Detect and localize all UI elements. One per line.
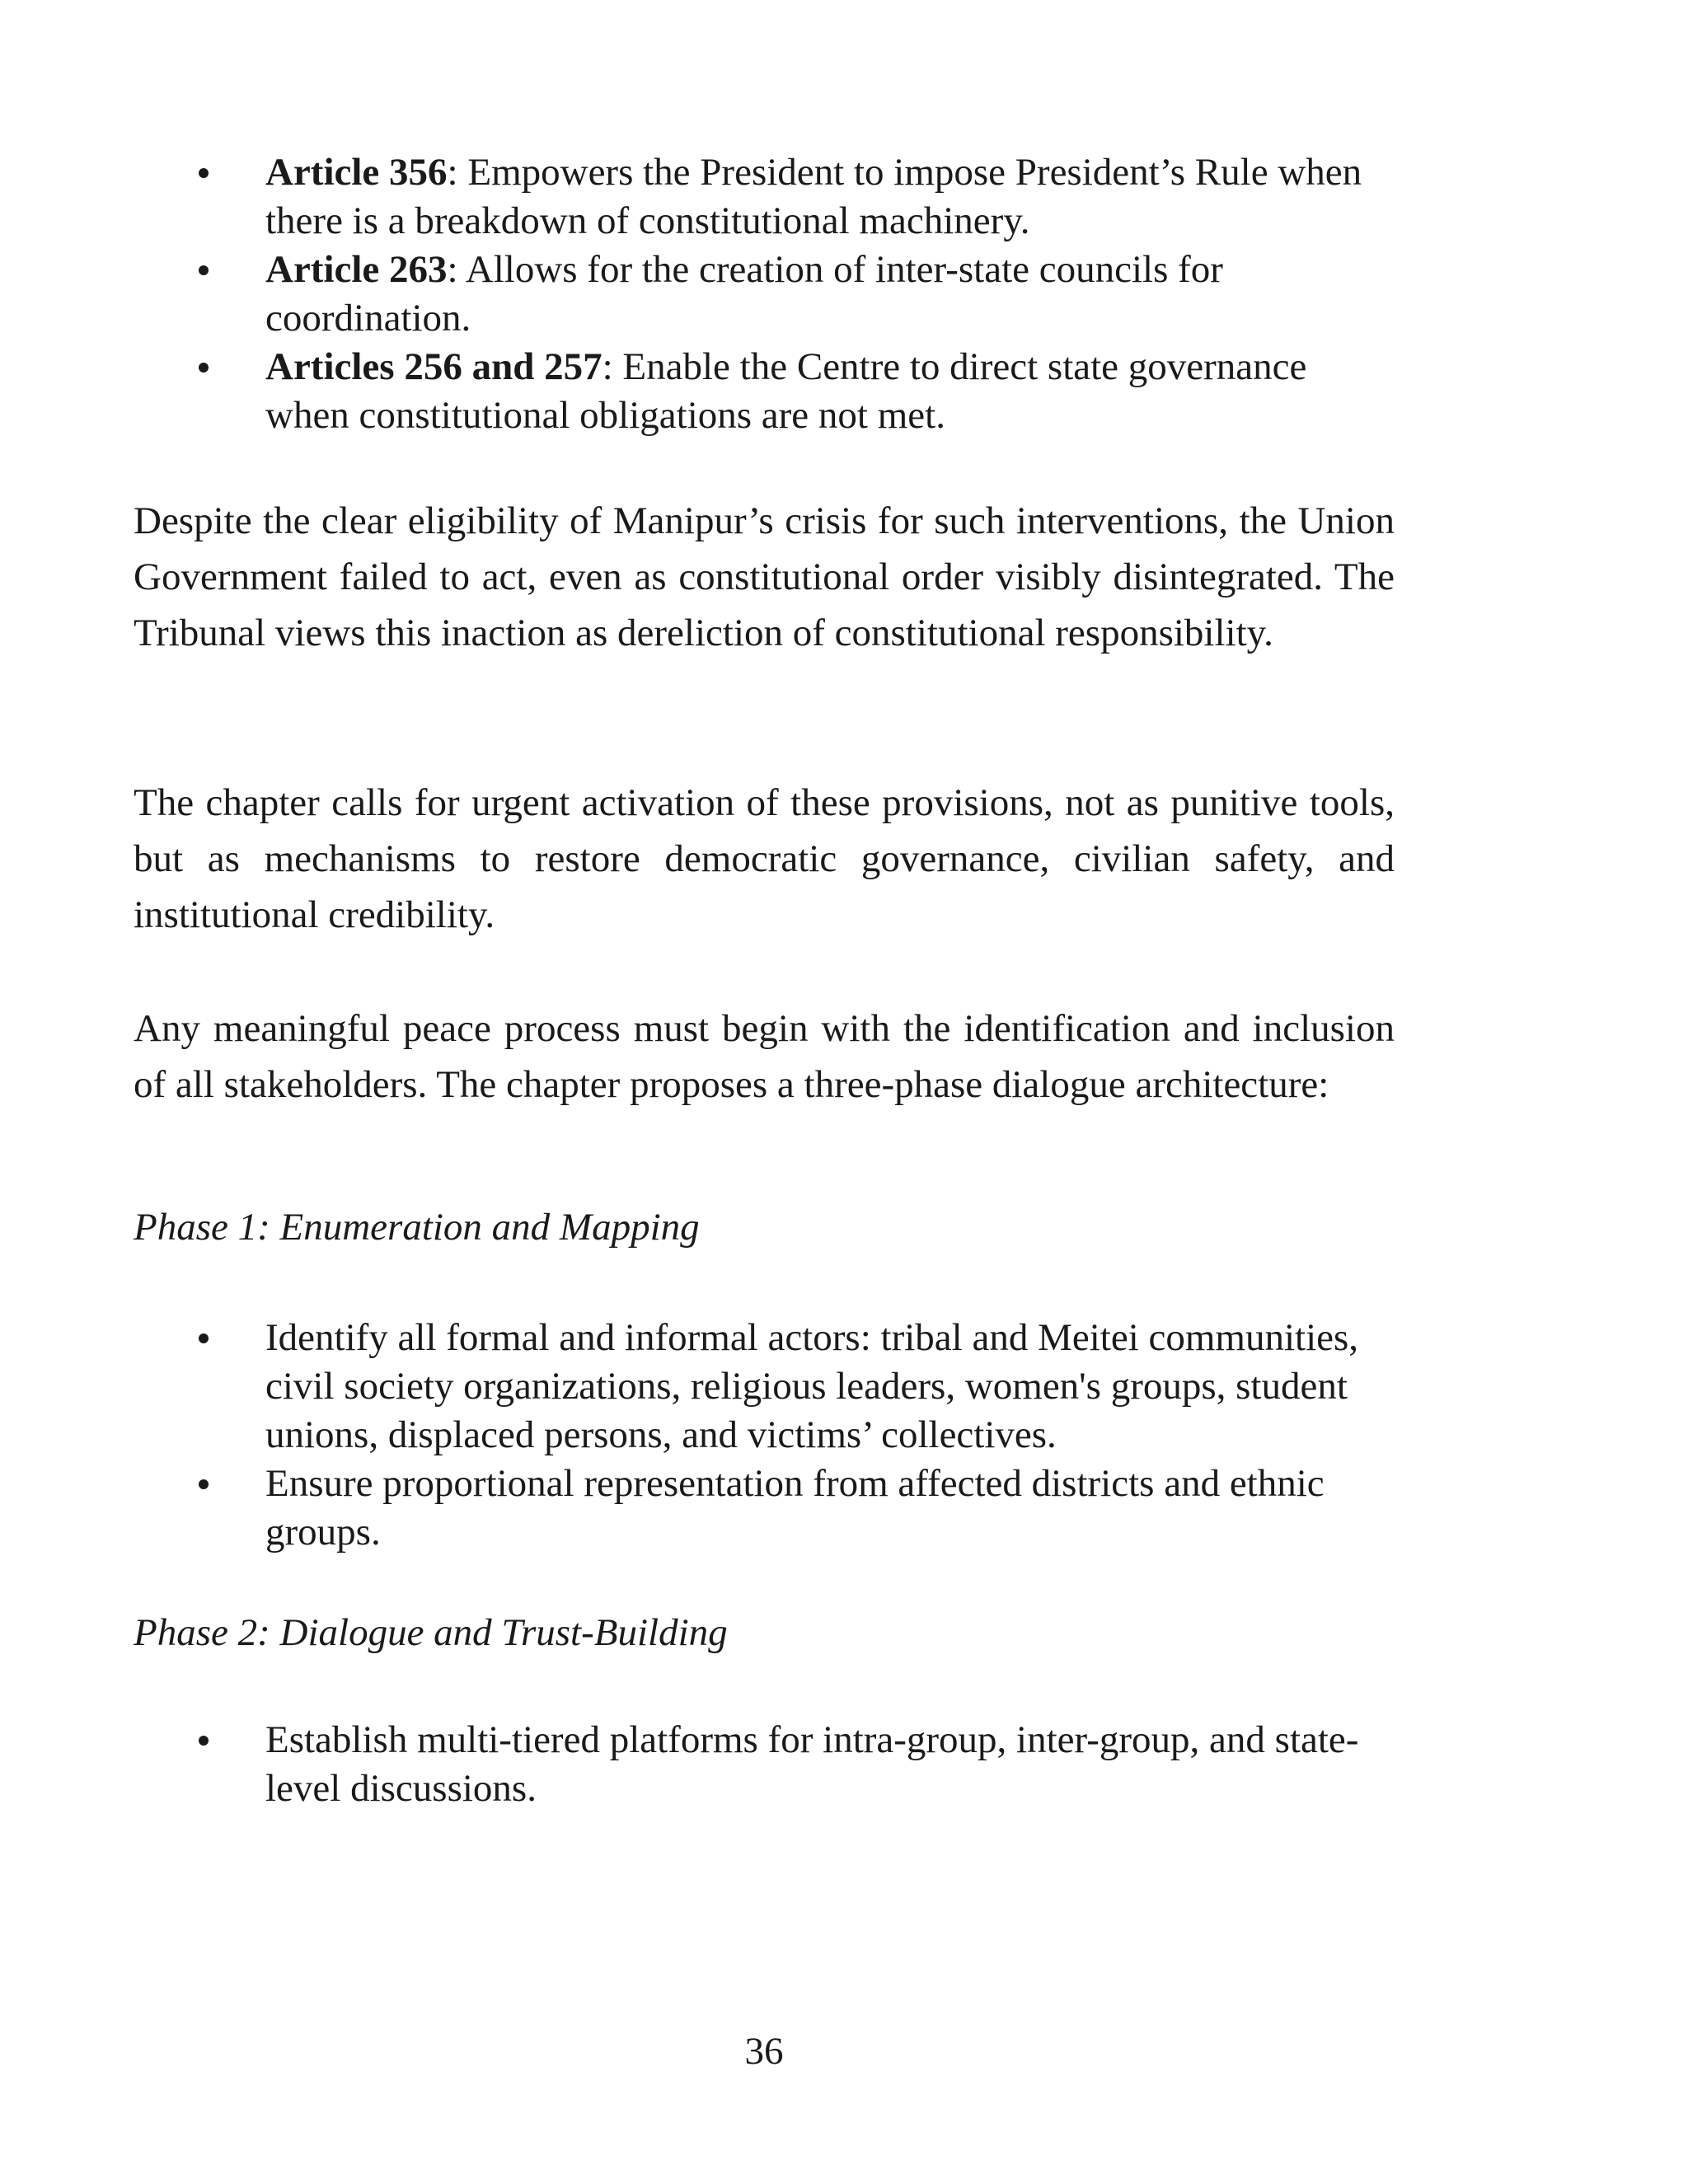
article-description: : Allows for the creation of inter-state councils for coordination. xyxy=(265,248,1223,340)
list-item xyxy=(134,148,1395,246)
article-term: Article 356 xyxy=(265,151,448,194)
bullet-icon xyxy=(199,1333,209,1343)
page-number: 36 xyxy=(744,2030,784,2073)
articles-list xyxy=(134,148,1395,440)
paragraph-inaction: Despite the clear eligibility of Manipur’s crisis for such interventions, the Union Government failed to act, even as constitutional order visibly disintegrated. The Tribunal views this inaction as dereliction of constitutional responsibility. xyxy=(134,499,1395,654)
list-item-text: Establish multi-tiered platforms for intra-group, inter-group, and state-level discussions. xyxy=(265,1718,1359,1810)
bullet-icon xyxy=(199,265,209,275)
list-item xyxy=(134,1716,1395,1813)
list-item-text: Ensure proportional representation from affected districts and ethnic groups. xyxy=(265,1462,1325,1554)
article-term: Article 263 xyxy=(265,248,448,291)
list-item xyxy=(134,343,1395,440)
article-description: : Empowers the President to impose President’s Rule when there is a breakdown of constitutional machinery. xyxy=(265,151,1362,242)
bullet-icon xyxy=(199,168,209,178)
article-term: Articles 256 and 257 xyxy=(265,345,603,388)
bullet-icon xyxy=(199,363,209,373)
list-item xyxy=(134,1460,1395,1557)
document-page xyxy=(134,0,1395,2184)
phase-2-heading: Phase 2: Dialogue and Trust-Building xyxy=(134,1611,728,1654)
list-item xyxy=(134,246,1395,343)
list-item-text: Identify all formal and informal actors: tribal and Meitei communities, civil society organizations, religious leaders, women's groups, student unions, displaced persons, and victims’ collectives. xyxy=(265,1316,1359,1456)
bullet-icon xyxy=(199,1479,209,1489)
phase-2-list xyxy=(134,1716,1395,1813)
paragraph-peace-process: Any meaningful peace process must begin with the identification and inclusion of all stakeholders. The chapter proposes a three-phase dialogue architecture: xyxy=(134,1007,1395,1106)
paragraph-activation: The chapter calls for urgent activation of these provisions, not as punitive tools, but as mechanisms to restore democratic governance, civilian safety, and institutional credibility. xyxy=(134,781,1395,936)
phase-1-list xyxy=(134,1314,1395,1557)
bullet-icon xyxy=(199,1736,209,1746)
phase-1-heading: Phase 1: Enumeration and Mapping xyxy=(134,1206,700,1249)
list-item xyxy=(134,1314,1395,1460)
article-description: : Enable the Centre to direct state governance when constitutional obligations are not met. xyxy=(265,345,1307,437)
